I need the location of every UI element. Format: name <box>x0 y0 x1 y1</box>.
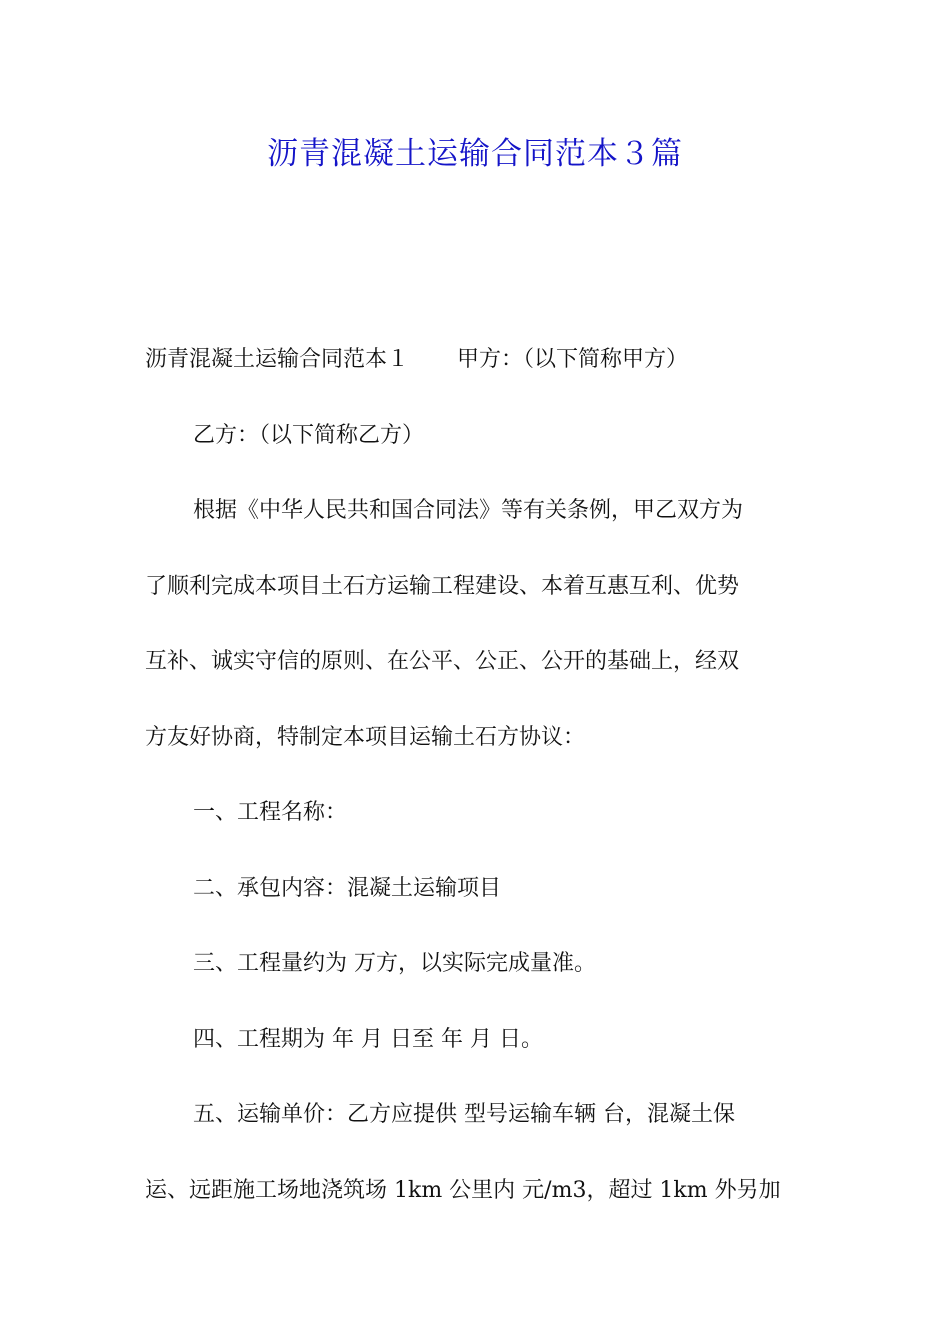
paragraph-line: 运、远距施工场地浇筑场 1km 公里内 元/m3，超过 1km 外另加 <box>145 1177 781 1203</box>
paragraph-line <box>145 338 805 414</box>
paragraph-line: 方友好协商，特制定本项目运输土石方协议： <box>145 724 586 750</box>
clause-project-name: 一、工程名称： <box>193 800 348 825</box>
document-body <box>145 338 805 1244</box>
party-b-line: 乙方：（以下简称乙方） <box>193 422 425 448</box>
paragraph-line: 了顺利完成本项目土石方运输工程建设、本着互惠互利、优势 <box>145 573 740 599</box>
clause-unit-price: 五、运输单价：乙方应提供 型号运输车辆 台，混凝土保 <box>193 1102 735 1127</box>
section-heading: 沥青混凝土运输合同范本１ <box>145 347 410 372</box>
paragraph-line: 互补、诚实守信的原则、在公平、公正、公开的基础上，经双 <box>145 649 740 674</box>
clause-period: 四、工程期为 年 月 日至 年 月 日。 <box>193 1026 543 1052</box>
clause-quantity: 三、工程量约为 万方，以实际完成量准。 <box>193 951 596 976</box>
clause-contract-content: 二、承包内容：混凝土运输项目 <box>193 875 502 901</box>
paragraph-line: 根据《中华人民共和国合同法》等有关条例，甲乙双方为 <box>193 498 744 523</box>
document-title: 沥青混凝土运输合同范本３篇 <box>267 136 683 172</box>
party-a-line: 甲方：（以下简称甲方） <box>457 347 689 372</box>
